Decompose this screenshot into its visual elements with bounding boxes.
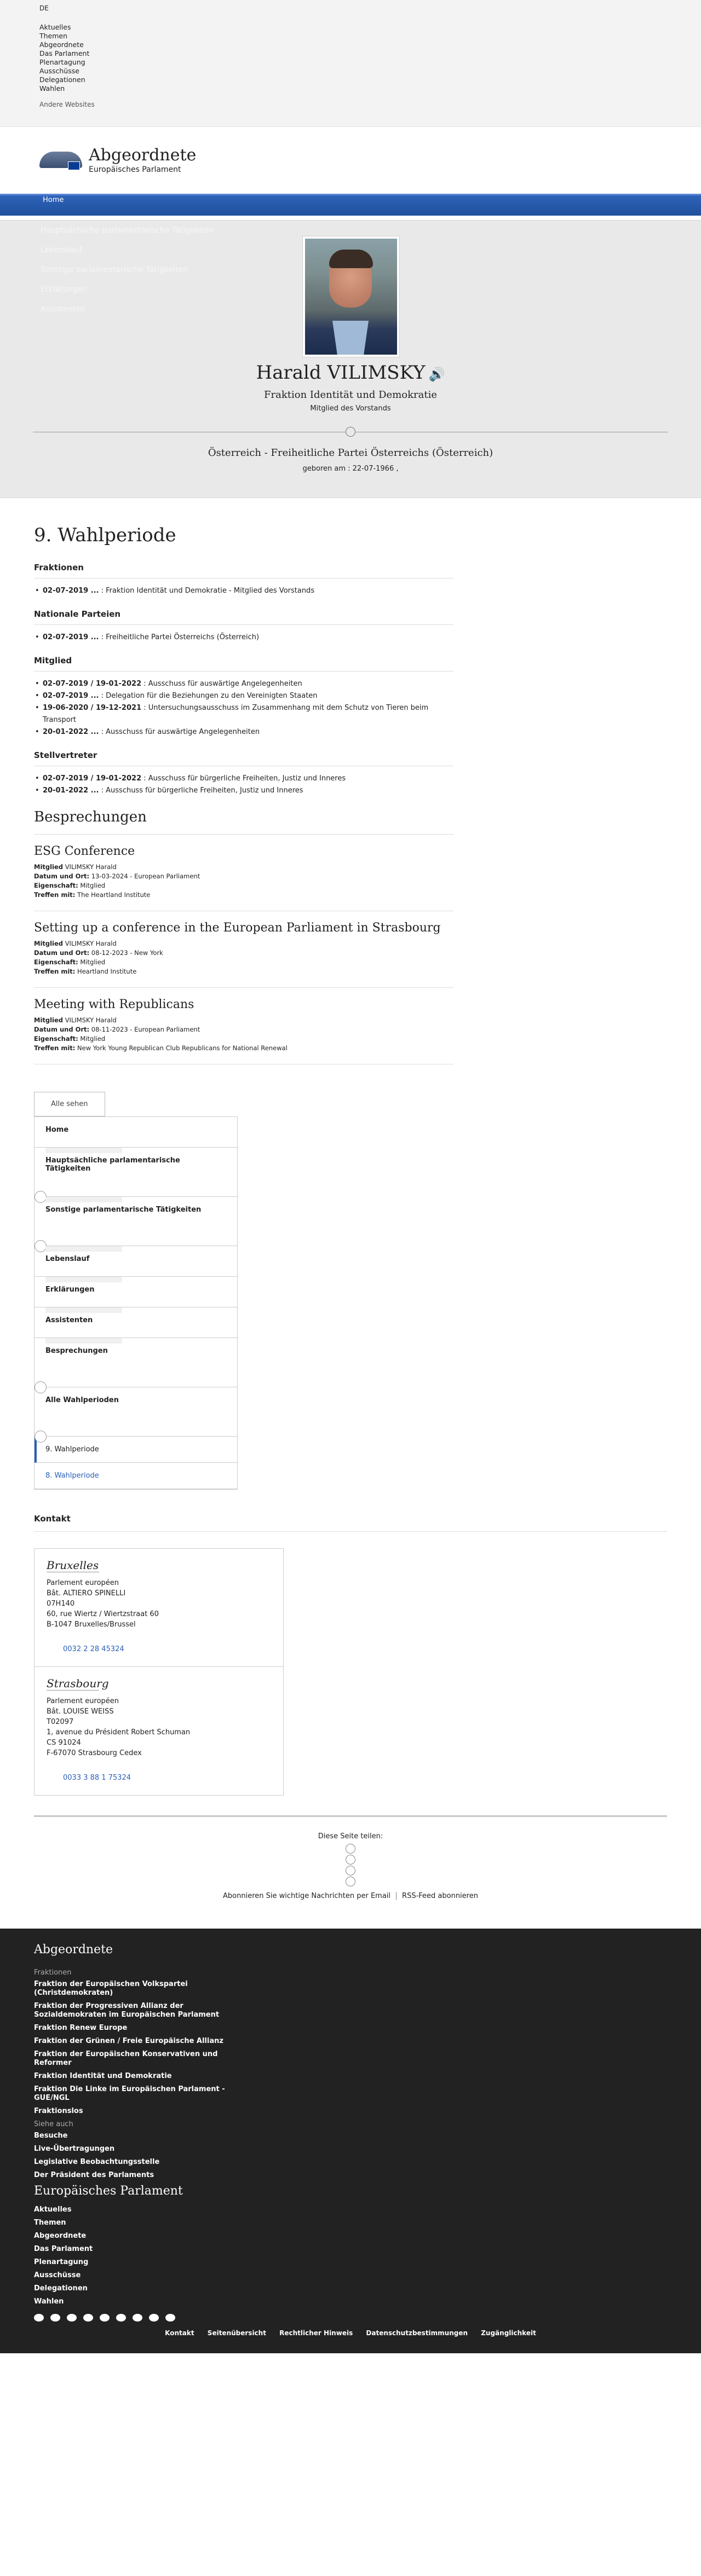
footer-see-also-label: Siehe auch [34, 2120, 73, 2128]
topmenu-item-aktuelles[interactable]: Aktuelles [39, 23, 71, 31]
mep-country-party: Österreich - Freiheitliche Partei Österreichs (Österreich) [208, 447, 493, 459]
sidemenu-item-other-activities[interactable]: Sonstige parlamentarische Tätigkeiten [35, 1197, 237, 1246]
topmenu-item-parlament[interactable]: Das Parlament [39, 49, 90, 57]
site-header [0, 127, 701, 194]
list-item: • 02-07-2019 / 19-01-2022 : Ausschuss für auswärtige Angelegenheiten [34, 678, 453, 690]
address-line: T02097 [47, 1718, 74, 1726]
footer-contact-link[interactable]: Kontakt [165, 2329, 194, 2337]
address-line: Bât. LOUISE WEISS [47, 1707, 114, 1716]
mep-profile-header [0, 220, 701, 498]
other-websites-link[interactable]: Andere Websites [39, 101, 95, 108]
social-media-row [34, 2314, 667, 2322]
meeting-item: Meeting with Republicans Mitglied VILIMSKY Harald Datum und Ort: 08-11-2023 - European Parliament Eigenschaft: Mitglied Treffen mit: New York Young Republican Club Republicans for National Renewal [34, 988, 453, 1064]
footer-groups-label: Fraktionen [34, 1969, 72, 1977]
footer-ep-link[interactable]: Plenartagung [34, 2258, 89, 2266]
topmenu-item-abgeordnete[interactable]: Abgeordnete [39, 40, 84, 49]
language-selector[interactable]: DE [39, 4, 49, 12]
topmenu-item-themen[interactable]: Themen [39, 32, 68, 40]
share-linkedin-icon[interactable] [346, 1866, 355, 1875]
nav-home[interactable]: Home [43, 196, 64, 204]
topmenu-item-plenartagung[interactable]: Plenartagung [39, 58, 85, 66]
list-item: • 19-06-2020 / 19-12-2021 : Untersuchungsausschuss im Zusammenhang mit dem Schutz von Tieren beim Transport [34, 702, 453, 726]
office-strasbourg [34, 1667, 284, 1796]
ghost-line: Sonstige parlamentarische Tätigkeiten [41, 265, 188, 274]
footer-accessibility-link[interactable]: Zugänglichkeit [481, 2329, 536, 2337]
address-line: CS 91024 [47, 1739, 81, 1747]
section-fraktionen [34, 563, 453, 597]
top-menu-list [39, 23, 662, 93]
expand-circle-icon[interactable] [35, 1431, 47, 1443]
main-content [0, 498, 701, 1900]
mep-birthdate: geboren am : 22-07-1966 , [302, 465, 399, 473]
subscription-links [34, 1892, 667, 1900]
list-item: • 20-01-2022 ... : Ausschuss für auswärtige Angelegenheiten [34, 726, 453, 738]
footer-ep-title: Europäisches Parlament [34, 2184, 183, 2198]
footer-group-link[interactable]: Fraktion der Grünen / Freie Europäische Allianz [34, 2037, 223, 2045]
footer-group-link[interactable]: Fraktion Identität und Demokratie [34, 2072, 172, 2080]
share-facebook-icon[interactable] [346, 1844, 355, 1854]
footer-group-link[interactable]: Fraktion der Europäischen Volkspartei (Christdemokraten) [34, 1980, 188, 1997]
footer-ep-link[interactable]: Das Parlament [34, 2245, 93, 2253]
list-item: • 02-07-2019 / 19-01-2022 : Ausschuss für bürgerliche Freiheiten, Justiz und Inneres [34, 773, 453, 785]
footer-privacy-link[interactable]: Datenschutzbestimmungen [366, 2329, 468, 2337]
footer-bottom-links [34, 2329, 667, 2337]
top-menu [0, 0, 701, 127]
phone-link[interactable]: 0033 3 88 1 75324 [63, 1774, 131, 1782]
office-city: Bruxelles [47, 1559, 99, 1572]
topmenu-item-delegationen[interactable]: Delegationen [39, 76, 85, 84]
mep-group: Fraktion Identität und Demokratie [264, 389, 437, 401]
meeting-item: Setting up a conference in the European Parliament in Strasbourg Mitglied VILIMSKY Harald Datum und Ort: 08-12-2023 - New York Eigenschaft: Mitglied Treffen mit: Heartland Institute [34, 911, 453, 988]
footer-title: Abgeordnete [34, 1943, 113, 1956]
meeting-title: Setting up a conference in the European Parliament in Strasbourg [34, 921, 441, 935]
share-label: Diese Seite teilen: [318, 1832, 383, 1840]
offices [34, 1548, 667, 1796]
list-item: • 02-07-2019 ... : Freiheitliche Partei Österreichs (Österreich) [34, 632, 453, 644]
topmenu-item-ausschuesse[interactable]: Ausschüsse [39, 67, 79, 75]
divider-dot-icon [346, 427, 355, 437]
footer-legal-link[interactable]: Rechtlicher Hinweis [279, 2329, 353, 2337]
sidemenu-item-declarations[interactable]: Erklärungen [35, 1277, 237, 1307]
address-line: 60, rue Wiertz / Wiertzstraat 60 [47, 1610, 159, 1618]
office-bruxelles [34, 1548, 284, 1667]
social-facebook-icon[interactable] [34, 2314, 44, 2322]
sidemenu-item-meetings[interactable]: Besprechungen [35, 1338, 237, 1387]
share-section [34, 1815, 667, 1900]
ghost-line: Erklärungen [41, 285, 88, 294]
footer-ep-link[interactable]: Ausschüsse [34, 2271, 81, 2279]
ghost-menu [41, 221, 214, 319]
meeting-title: ESG Conference [34, 844, 135, 858]
topmenu-item-wahlen[interactable]: Wahlen [39, 84, 65, 92]
footer-ep-link[interactable]: Aktuelles [34, 2205, 72, 2214]
sidemenu-item-all-terms[interactable]: Alle Wahlperioden [35, 1387, 237, 1437]
share-email-icon[interactable] [346, 1877, 355, 1886]
contact-title: Kontakt [34, 1514, 667, 1532]
address-line: Bât. ALTIERO SPINELLI [47, 1589, 126, 1597]
newsletter-link[interactable]: Abonnieren Sie wichtige Nachrichten per Email [223, 1892, 391, 1900]
footer-ep-link[interactable]: Wahlen [34, 2297, 64, 2306]
list-item: • 02-07-2019 ... : Delegation für die Beziehungen zu den Vereinigten Staaten [34, 690, 453, 702]
section-title: Nationale Parteien [34, 609, 453, 625]
footer-group-link[interactable]: Fraktion der Europäischen Konservativen und Reformer [34, 2050, 218, 2067]
site-title[interactable]: Abgeordnete [89, 146, 197, 165]
sidemenu-sub-term-8[interactable]: 8. Wahlperiode [35, 1463, 237, 1489]
footer-group-link[interactable]: Fraktion Die Linke im Europäischen Parlament - GUE/NGL [34, 2085, 225, 2102]
mep-name: Harald VILIMSKY [256, 362, 426, 384]
footer-see-also-link[interactable]: Legislative Beobachtungsstelle [34, 2158, 160, 2166]
office-city: Strasbourg [47, 1677, 109, 1690]
social-instagram-icon[interactable] [116, 2314, 126, 2322]
footer-group-link[interactable]: Fraktion Renew Europe [34, 2024, 128, 2032]
main-nav [0, 194, 701, 216]
term-title: 9. Wahlperiode [34, 524, 176, 546]
social-linkedin-icon[interactable] [83, 2314, 93, 2322]
section-title: Fraktionen [34, 563, 453, 578]
list-item: • 20-01-2022 ... : Ausschuss für bürgerliche Freiheiten, Justiz und Inneres [34, 785, 453, 797]
footer-ep-link[interactable]: Abgeordnete [34, 2232, 87, 2240]
side-menu [34, 1116, 238, 1490]
sidemenu-item-assistants[interactable]: Assistenten [35, 1307, 237, 1338]
phone-link[interactable]: 0032 2 28 45324 [63, 1645, 124, 1653]
rss-link[interactable]: RSS-Feed abonnieren [396, 1892, 478, 1900]
meeting-title: Meeting with Republicans [34, 998, 194, 1011]
speaker-icon[interactable]: 🔊 [428, 367, 445, 382]
ghost-line: Assistenten [41, 305, 85, 314]
footer-ep-link[interactable]: Delegationen [34, 2284, 88, 2293]
section-mitglied [34, 656, 453, 738]
sidemenu-sub-term-9[interactable]: 9. Wahlperiode [35, 1437, 237, 1463]
meetings-title: Besprechungen [34, 809, 453, 835]
section-title: Mitglied [34, 656, 453, 672]
footer-group-link[interactable]: Fraktion der Progressiven Allianz der Sozialdemokraten im Europäischen Parlament [34, 2002, 220, 2019]
section-stellvertreter [34, 750, 453, 797]
address-line: 1, avenue du Président Robert Schuman [47, 1728, 191, 1736]
share-twitter-icon[interactable] [346, 1855, 355, 1865]
sidemenu-item-main-activities[interactable]: Hauptsächliche parlamentarische Tätigkeiten [35, 1148, 237, 1197]
meeting-item: ESG Conference Mitglied VILIMSKY Harald Datum und Ort: 13-03-2024 - European Parliament Eigenschaft: Mitglied Treffen mit: The Heartland Institute [34, 835, 453, 911]
social-snapchat-icon[interactable] [149, 2314, 159, 2322]
sidemenu-item-cv[interactable]: Lebenslauf [35, 1246, 237, 1277]
address-line: 07H140 [47, 1600, 75, 1608]
social-reddit-icon[interactable] [165, 2314, 175, 2322]
social-pinterest-icon[interactable] [133, 2314, 142, 2322]
site-subtitle: Europäisches Parlament [89, 165, 181, 174]
social-youtube-icon[interactable] [100, 2314, 110, 2322]
footer-see-also-link[interactable]: Besuche [34, 2132, 68, 2140]
ghost-line: Hauptsächliche parlamentarische Tätigkeiten [41, 226, 214, 235]
footer [0, 1929, 701, 2353]
see-all-button[interactable]: Alle sehen [34, 1092, 105, 1116]
mep-name-row [0, 362, 701, 384]
address-line: F-67070 Strasbourg Cedex [47, 1749, 142, 1757]
sidemenu-item-home[interactable]: Home [35, 1117, 237, 1148]
social-twitter-icon[interactable] [50, 2314, 60, 2322]
mep-photo [302, 236, 400, 357]
footer-group-link[interactable]: Fraktionslos [34, 2107, 83, 2115]
address-line: B-1047 Bruxelles/Brussel [47, 1620, 136, 1629]
footer-sitemap-link[interactable]: Seitenübersicht [207, 2329, 266, 2337]
footer-see-also-link[interactable]: Der Präsident des Parlaments [34, 2171, 154, 2179]
ghost-line: Lebenslauf [41, 246, 83, 254]
social-flickr-icon[interactable] [67, 2314, 77, 2322]
ep-logo-icon[interactable] [39, 146, 82, 175]
address-line: Parlement européen [47, 1697, 119, 1705]
footer-ep-link[interactable]: Themen [34, 2219, 66, 2227]
address-line: Parlement européen [47, 1579, 119, 1587]
footer-see-also-link[interactable]: Live-Übertragungen [34, 2145, 115, 2153]
list-item: • 02-07-2019 ... : Fraktion Identität und Demokratie - Mitglied des Vorstands [34, 585, 453, 597]
section-title: Stellvertreter [34, 750, 453, 766]
section-nationale-parteien [34, 609, 453, 644]
mep-role: Mitglied des Vorstands [310, 404, 391, 413]
